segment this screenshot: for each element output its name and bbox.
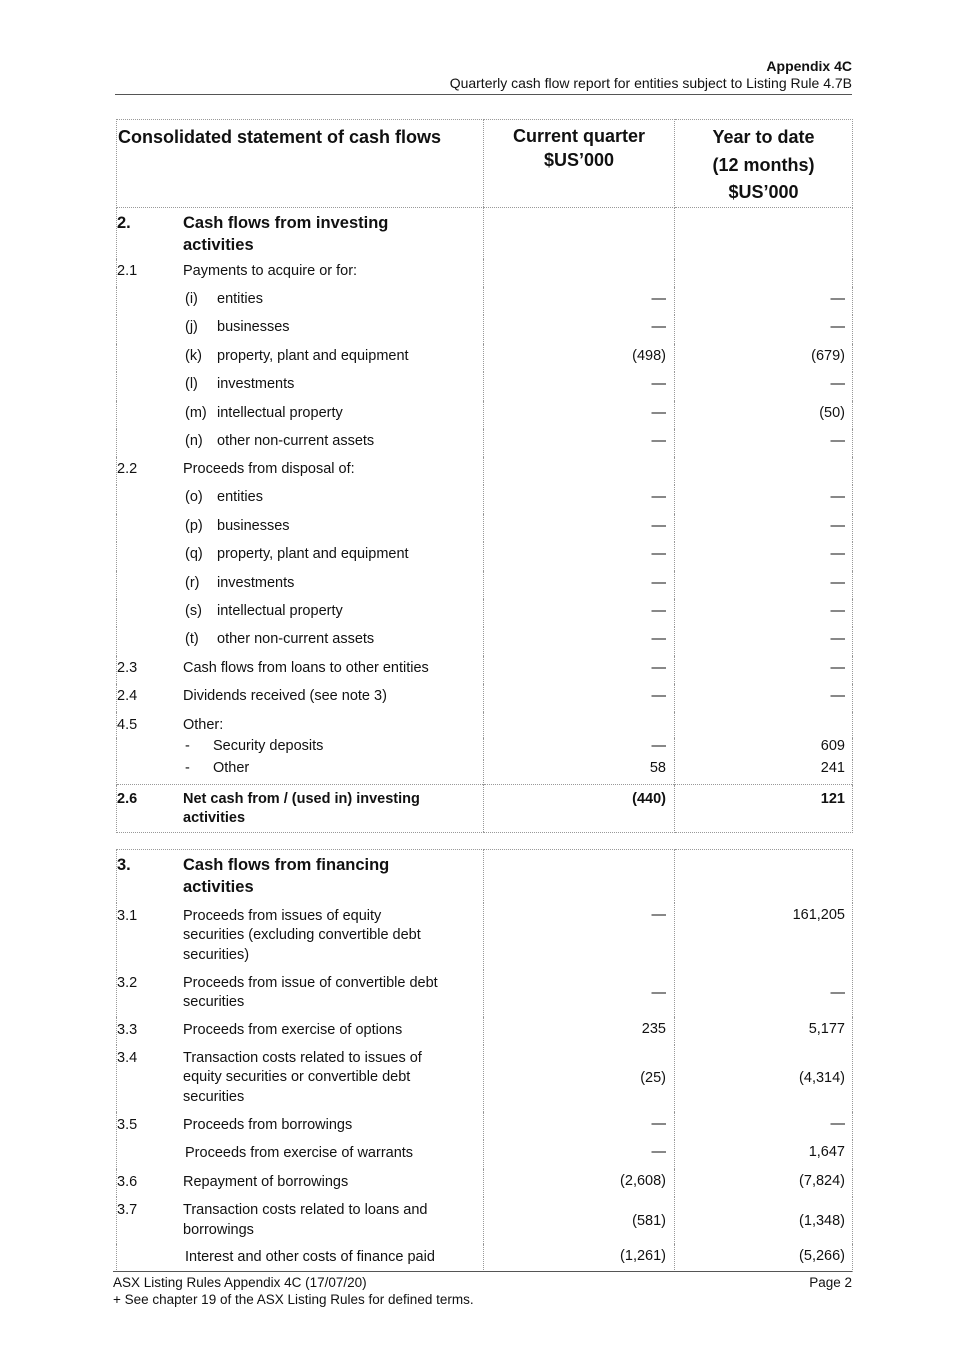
row-2-6-net-investing: 2.6 Net cash from / (used in) investing activities (440) 121: [117, 784, 853, 832]
financing-row: [117, 1244, 853, 1272]
year-to-date-value: —: [675, 599, 853, 627]
current-quarter-value: —: [484, 627, 675, 655]
row-label-line: Proceeds from issue of convertible debt: [183, 974, 438, 991]
row-2-4: 2.4 Dividends received (see note 3) — —: [117, 684, 853, 712]
page-footer: [113, 1271, 852, 1308]
item-letter: (s): [185, 602, 202, 619]
row-label-line: securities (excluding convertible debt: [183, 927, 421, 943]
year-to-date-value: —: [675, 514, 853, 542]
financing-row: [117, 903, 853, 970]
row-label-line: securities: [183, 1088, 245, 1105]
item-letter: (m): [185, 404, 207, 421]
current-quarter-value: —: [484, 542, 675, 570]
item-letter: (k): [185, 347, 202, 364]
year-to-date-value: —: [675, 627, 853, 655]
row-other-item: - Other 58 241: [117, 760, 853, 784]
row-2-3: 2.3 Cash flows from loans to other entities — —: [117, 656, 853, 684]
sub-row: [117, 485, 853, 513]
year-to-date-value: —: [675, 970, 853, 1017]
financing-row: [117, 1140, 853, 1168]
year-to-date-value: —: [675, 485, 853, 513]
row-other: 4.5 Other:: [117, 712, 853, 738]
sub-row: [117, 542, 853, 570]
row-number: 3.7: [117, 1202, 138, 1219]
item-letter: (q): [185, 546, 203, 563]
row-number: [117, 1144, 183, 1164]
row-security-deposits: - Security deposits — 609: [117, 738, 853, 760]
year-to-date-value: —: [675, 372, 853, 400]
appendix-title: Appendix 4C: [766, 58, 852, 74]
financing-row: [117, 1197, 853, 1244]
section-financing-title: 3. Cash flows from financing activities: [117, 850, 853, 903]
current-quarter-value: —: [484, 429, 675, 457]
item-letter: (t): [185, 631, 199, 648]
sub-row: [117, 571, 853, 599]
current-quarter-value: —: [484, 599, 675, 627]
current-quarter-value: —: [484, 401, 675, 429]
year-to-date-value: 5,177: [675, 1017, 853, 1045]
current-quarter-value: —: [484, 903, 675, 970]
row-label-line: equity securities or convertible debt: [183, 1069, 411, 1086]
row-number: 3.5: [117, 1116, 138, 1133]
item-letter: (p): [185, 517, 203, 534]
year-to-date-value: (4,314): [675, 1045, 853, 1112]
year-to-date-value: —: [675, 315, 853, 343]
item-label: entities: [217, 489, 263, 506]
financing-row: [117, 1112, 853, 1140]
current-quarter-value: —: [484, 514, 675, 542]
item-letter: (j): [185, 319, 198, 336]
current-quarter-value: —: [484, 970, 675, 1017]
current-quarter-value: (498): [484, 344, 675, 372]
item-label: businesses: [217, 319, 290, 336]
header-year-to-date: Year to date (12 months) $US’000: [712, 127, 815, 202]
item-label: businesses: [217, 517, 290, 534]
row-number: 3.4: [117, 1049, 138, 1066]
row-number: [117, 1248, 183, 1268]
year-to-date-value: —: [675, 287, 853, 315]
row-label-line: Repayment of borrowings: [183, 1173, 349, 1190]
section-investing-title: 2. Cash flows from investing activities: [117, 207, 853, 259]
current-quarter-value: (1,261): [484, 1244, 675, 1272]
item-label: property, plant and equipment: [217, 347, 409, 364]
investing-cash-flow-table: [116, 119, 853, 833]
year-to-date-value: (50): [675, 401, 853, 429]
sub-row: [117, 401, 853, 429]
row-label-line: Transaction costs related to loans and: [183, 1202, 428, 1219]
header-current-quarter: Current quarter $US’000: [512, 126, 646, 170]
item-letter: (i): [185, 291, 198, 307]
row-label-line: borrowings: [183, 1221, 254, 1238]
footer-note: + See chapter 19 of the ASX Listing Rules for defined terms.: [113, 1292, 474, 1307]
sub-row: [117, 287, 853, 315]
year-to-date-value: (679): [675, 344, 853, 372]
current-quarter-value: —: [484, 287, 675, 315]
row-label-line: Proceeds from issues of equity: [183, 907, 382, 924]
financing-row: [117, 1017, 853, 1045]
financing-row: [117, 970, 853, 1017]
header-statement: Consolidated statement of cash flows: [118, 127, 442, 147]
year-to-date-value: 1,647: [675, 1140, 853, 1168]
row-label-line: Proceeds from borrowings: [183, 1116, 353, 1133]
item-letter: (r): [185, 574, 200, 591]
current-quarter-value: 235: [484, 1017, 675, 1045]
item-label: other non-current assets: [217, 432, 375, 449]
current-quarter-value: (25): [484, 1045, 675, 1112]
row-label-line: Proceeds from exercise of options: [183, 1021, 403, 1038]
row-number: 3.2: [117, 974, 138, 991]
current-quarter-value: —: [484, 1140, 675, 1168]
row-label-line: Transaction costs related to issues of: [183, 1049, 422, 1066]
item-label: investments: [217, 574, 295, 591]
year-to-date-value: —: [675, 542, 853, 570]
item-letter: (l): [185, 376, 198, 393]
year-to-date-value: (1,348): [675, 1197, 853, 1244]
item-label: entities: [217, 291, 263, 307]
sub-row: [117, 344, 853, 372]
year-to-date-value: (5,266): [675, 1244, 853, 1272]
year-to-date-value: 161,205: [675, 903, 853, 970]
year-to-date-value: —: [675, 429, 853, 457]
financing-cash-flow-table: [116, 849, 853, 1272]
row-label-line: Interest and other costs of finance paid: [185, 1249, 435, 1266]
sub-row: [117, 514, 853, 542]
item-letter: (n): [185, 432, 203, 449]
report-subtitle: Quarterly cash flow report for entities subject to Listing Rule 4.7B: [449, 75, 852, 91]
current-quarter-value: (581): [484, 1197, 675, 1244]
item-label: intellectual property: [217, 602, 343, 619]
current-quarter-value: —: [484, 1112, 675, 1140]
financing-row: [117, 1045, 853, 1112]
item-label: investments: [217, 376, 295, 393]
row-label-line: securities: [183, 994, 245, 1010]
row-number: 3.3: [117, 1021, 138, 1038]
item-label: property, plant and equipment: [217, 546, 409, 563]
current-quarter-value: —: [484, 571, 675, 599]
row-2-2: 2.2 Proceeds from disposal of:: [117, 457, 853, 485]
sub-row: [117, 599, 853, 627]
current-quarter-value: (2,608): [484, 1169, 675, 1197]
sub-row: [117, 372, 853, 400]
year-to-date-value: —: [675, 571, 853, 599]
current-quarter-value: —: [484, 315, 675, 343]
row-label-line: securities): [183, 946, 250, 963]
page-header: [115, 58, 852, 95]
sub-row: [117, 429, 853, 457]
year-to-date-value: (7,824): [675, 1169, 853, 1197]
footer-page-number: Page 2: [809, 1275, 852, 1290]
item-letter: (o): [185, 489, 203, 506]
sub-row: [117, 627, 853, 655]
row-2-1: 2.1 Payments to acquire or for:: [117, 259, 853, 287]
financing-row: [117, 1169, 853, 1197]
table-header-row: [117, 120, 853, 208]
item-label: intellectual property: [217, 404, 343, 421]
footer-rules-reference: ASX Listing Rules Appendix 4C (17/07/20): [113, 1275, 367, 1290]
current-quarter-value: —: [484, 485, 675, 513]
current-quarter-value: —: [484, 372, 675, 400]
item-label: other non-current assets: [217, 631, 375, 648]
row-number: 3.1: [117, 907, 138, 924]
sub-row: [117, 315, 853, 343]
row-label-line: Proceeds from exercise of warrants: [185, 1145, 414, 1162]
row-number: 3.6: [117, 1173, 138, 1190]
year-to-date-value: —: [675, 1112, 853, 1140]
